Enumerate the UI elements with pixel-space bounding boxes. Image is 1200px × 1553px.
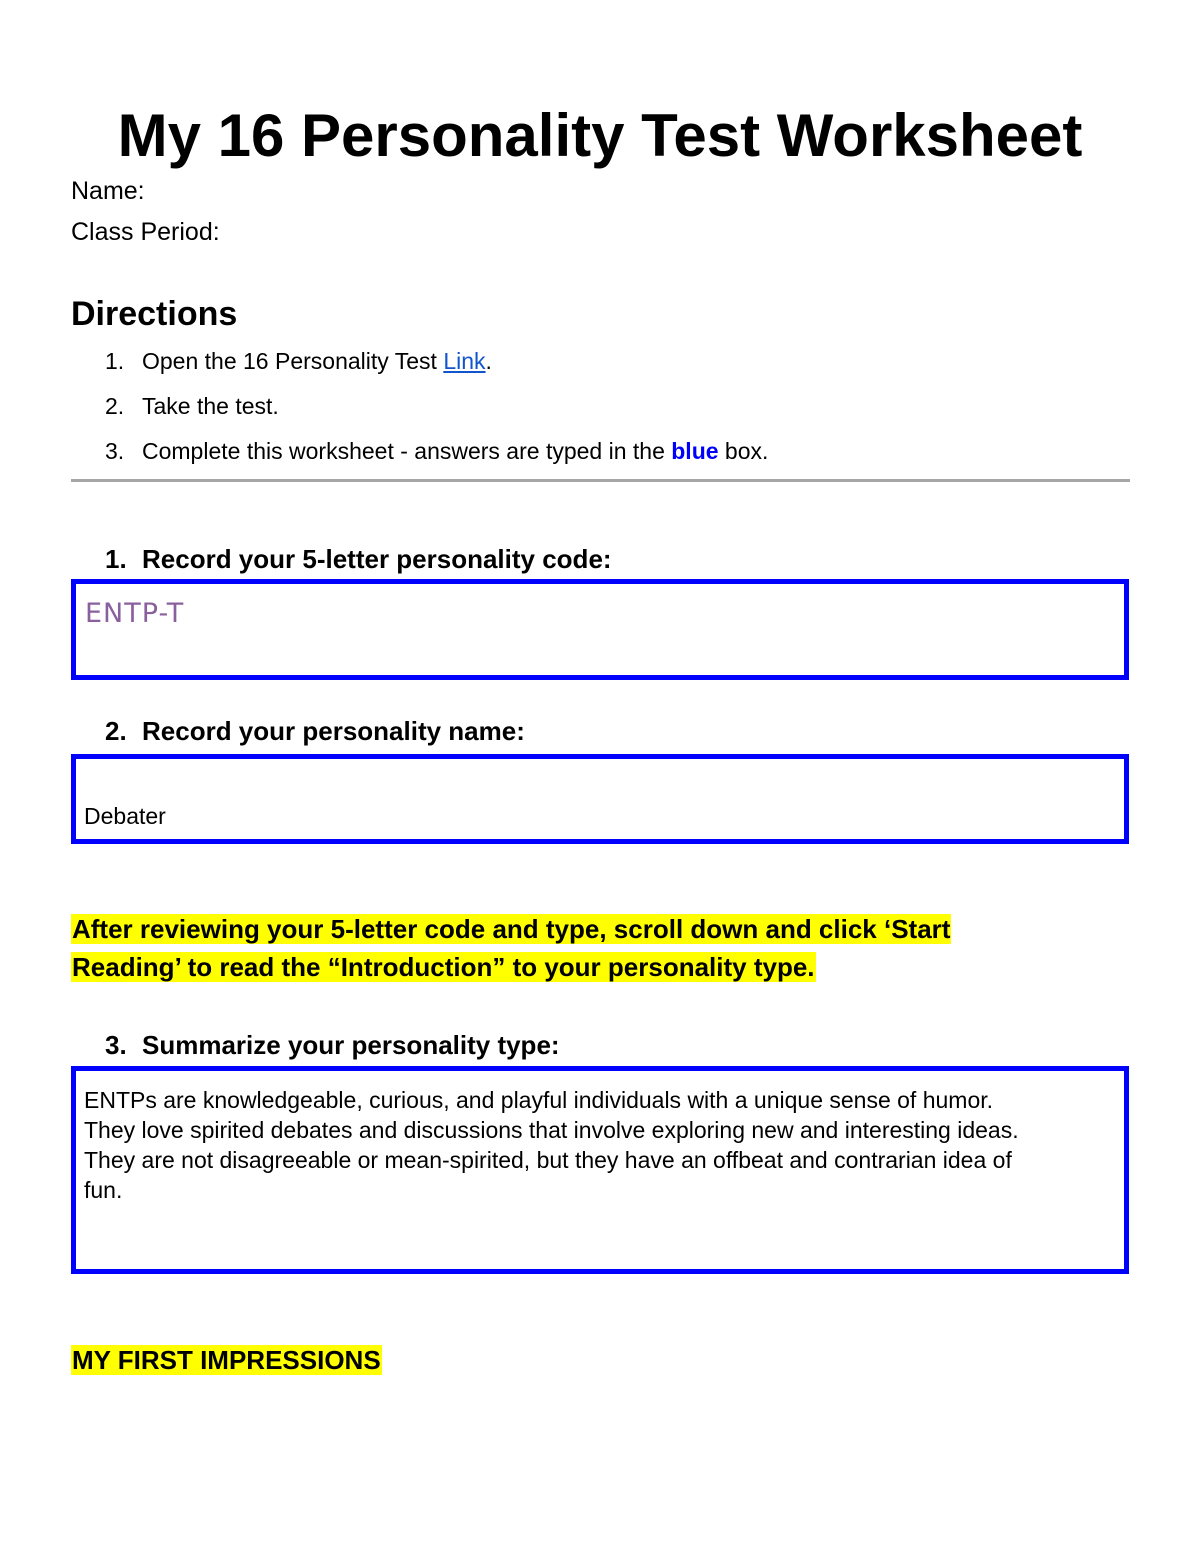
- direction-text: Take the test.: [142, 393, 279, 419]
- direction-number: 1.: [105, 348, 125, 374]
- direction-text-end: box.: [718, 438, 769, 464]
- page-title: My 16 Personality Test Worksheet: [117, 102, 1083, 169]
- first-impressions-section: [71, 1341, 1081, 1379]
- question-3: [105, 1029, 560, 1061]
- direction-number: 3.: [105, 438, 125, 464]
- personality-summary-answer[interactable]: [84, 1085, 1019, 1205]
- personality-name-answer-box[interactable]: [71, 754, 1129, 844]
- direction-text: Complete this worksheet - answers are typed in the: [142, 438, 672, 464]
- personality-code-answer[interactable]: ENTP-T: [85, 598, 185, 629]
- personality-code-answer-box[interactable]: [71, 579, 1129, 680]
- summary-line: fun.: [84, 1177, 123, 1203]
- directions-heading: Directions: [71, 295, 238, 333]
- question-prompt: Record your 5-letter personality code:: [142, 544, 612, 574]
- direction-text-end: .: [485, 348, 492, 374]
- question-number: 2.: [105, 716, 127, 746]
- question-1: [105, 543, 612, 575]
- personality-test-link[interactable]: Link: [443, 348, 486, 374]
- class-period-label: Class Period:: [71, 218, 220, 246]
- first-impressions-heading: MY FIRST IMPRESSIONS: [72, 1345, 381, 1375]
- reading-instruction: [71, 910, 1081, 986]
- direction-number: 2.: [105, 393, 125, 419]
- summary-line: ENTPs are knowledgeable, curious, and playful individuals with a unique sense of humor.: [84, 1087, 994, 1113]
- section-divider: [71, 479, 1130, 482]
- direction-text: Open the 16 Personality Test: [142, 348, 444, 374]
- personality-name-answer[interactable]: Debater: [84, 803, 166, 829]
- personality-summary-answer-box[interactable]: [71, 1066, 1129, 1274]
- name-label: Name:: [71, 177, 145, 205]
- instruction-line-1: After reviewing your 5-letter code and type, scroll down and click ‘Start: [72, 914, 951, 944]
- question-number: 3.: [105, 1030, 127, 1060]
- question-prompt: Summarize your personality type:: [142, 1030, 560, 1060]
- direction-item-2: [105, 391, 279, 421]
- question-2: [105, 715, 525, 747]
- summary-line: They love spirited debates and discussions that involve exploring new and interesting ideas.: [84, 1117, 1019, 1143]
- question-prompt: Record your personality name:: [142, 716, 525, 746]
- direction-item-1: [105, 346, 492, 376]
- direction-item-3: [105, 436, 768, 466]
- question-number: 1.: [105, 544, 127, 574]
- instruction-line-2: Reading’ to read the “Introduction” to your personality type.: [72, 952, 815, 982]
- blue-emphasis: blue: [671, 438, 719, 464]
- summary-line: They are not disagreeable or mean-spirited, but they have an offbeat and contrarian idea of: [84, 1147, 1012, 1173]
